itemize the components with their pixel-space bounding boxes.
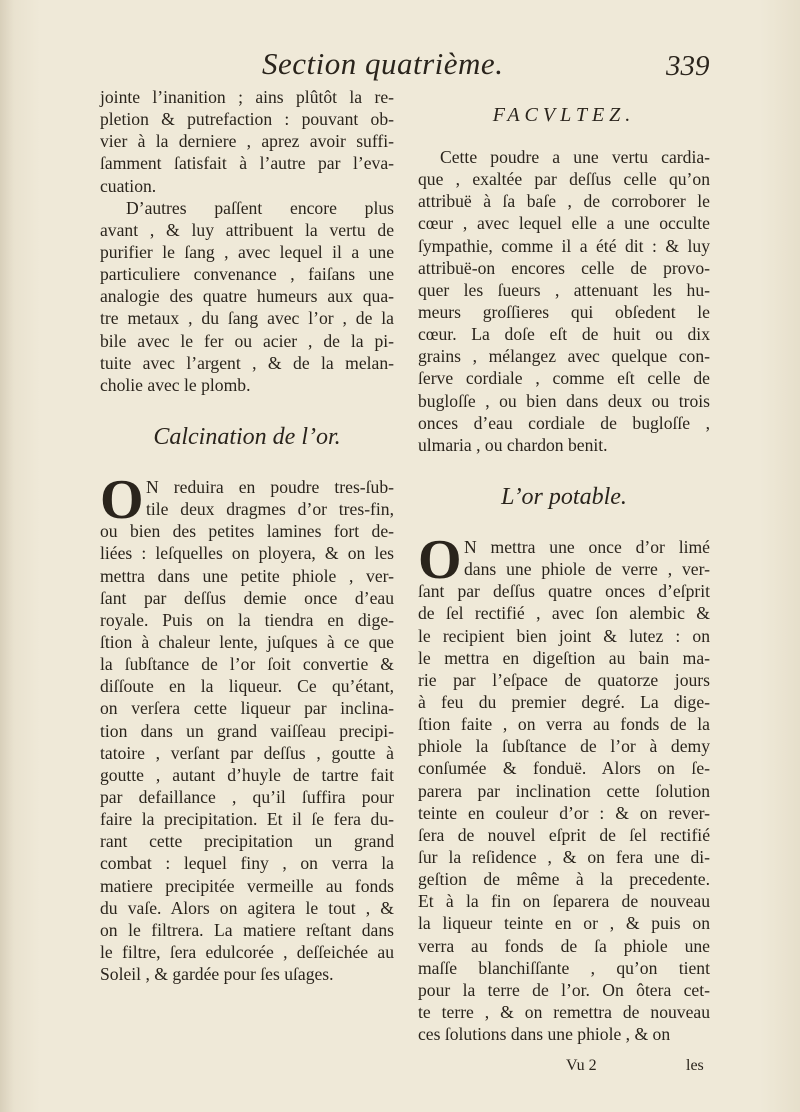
text-line: tion dans un grand vaiſſeau precipi-: [100, 720, 394, 741]
text-line: rant cette precipitation un grand: [100, 831, 394, 852]
text-line: attribuë à ſa baſe , de corroborer le: [418, 191, 710, 212]
text-line: N reduira en poudre tres-ſub-: [146, 476, 394, 497]
text-line: royale. Puis on la tiendra en dige-: [100, 609, 394, 630]
text-line: dans une phiole de verre , ver-: [464, 559, 710, 580]
text-line: à feu du premier degré. La dige-: [418, 691, 710, 712]
text-line: purifier le ſang , avec lequel il a une: [100, 241, 394, 262]
left-paragraph-1: [100, 86, 394, 197]
text-line: du vaſe. Alors on agitera le tout , &: [100, 897, 394, 918]
drop-cap: O: [418, 528, 462, 591]
signature-mark: Vu 2: [566, 1057, 597, 1074]
text-line: diſſoute en la liqueur. Ce qu’étant,: [100, 676, 394, 697]
text-line: Et à la fin on ſeparera de nouveau: [418, 891, 710, 912]
text-line: bile avec le fer ou acier , de la pi-: [100, 330, 394, 351]
left-paragraph-2: [100, 197, 394, 396]
text-line: analogie des quatre humeurs aux qua-: [100, 286, 394, 307]
text-line: ſamment ſatisfait à l’autre par l’eva-: [100, 153, 394, 174]
text-line: ſant par deſſus demie once d’eau: [100, 587, 394, 608]
text-line: pour la terre de l’or. On ôtera cet-: [418, 979, 710, 1000]
text-line: cuation.: [100, 175, 157, 196]
left-paragraph-3-lines: [100, 468, 394, 985]
text-line: que , exaltée par deſſus celle qu’on: [418, 169, 710, 190]
left-paragraph-3: [100, 468, 394, 985]
text-line: bugloſſe , ou bien dans deux ou trois: [418, 390, 710, 411]
section-heading-or-potable: L’or potable.: [501, 483, 627, 510]
section-heading-calcination: Calcination de l’or.: [153, 423, 341, 450]
text-line: ſerve cordiale , comme eſt celle de: [418, 368, 710, 389]
text-line: Cette poudre a une vertu cardia-: [440, 147, 710, 167]
section-heading-facultez: FACVLTEZ.: [492, 104, 636, 126]
text-line: jointe l’inanition ; ains plûtôt la re-: [100, 87, 394, 107]
text-line: meurs groſſieres qui obſedent le: [418, 301, 710, 322]
text-line: le mettra en digeſtion au bain ma-: [418, 647, 710, 668]
text-line: grains , mélangez avec quelque con-: [418, 346, 710, 367]
text-line: de ſel rectifié , avec ſon alembic &: [418, 603, 710, 624]
text-line: ulmaria , ou chardon benit.: [418, 434, 608, 455]
running-title: Section quatrième.: [262, 46, 504, 81]
text-line: particuliere convenance , faiſans une: [100, 264, 394, 285]
text-line: ſtion faite , on verra au fonds de la: [418, 714, 710, 735]
text-line: ſera de nouvel eſprit de ſel rectifié: [418, 824, 710, 845]
text-line: ou bien des petites lamines fort de-: [100, 521, 394, 542]
right-column: [418, 86, 710, 1045]
text-line: mettra dans une petite phiole , ver-: [100, 565, 394, 586]
text-line: le filtre, ſera edulcorée , deſſeichée au: [100, 941, 394, 962]
text-line: avant , & luy attribuent la vertu de: [100, 219, 394, 240]
running-head: [0, 40, 800, 90]
text-line: tre metaux , du ſang avec l’or , de la: [100, 308, 394, 329]
left-column: [100, 86, 394, 985]
text-line: parera par inclination cette ſolution: [418, 780, 710, 801]
page-number: 339: [666, 50, 710, 82]
text-line: ſant par deſſus quatre onces d’eſprit: [418, 581, 710, 602]
text-line: vier à la derniere , aprez avoir suffi-: [100, 131, 394, 152]
text-line: tuite avec l’argent , & de la melan-: [100, 352, 394, 373]
text-line: on verſera cette liqueur par inclina-: [100, 698, 394, 719]
text-line: pletion & putrefaction : pouvant ob-: [100, 109, 394, 130]
text-line: teinte en couleur d’or : & on rever-: [418, 802, 710, 823]
text-line: cholie avec le plomb.: [100, 374, 251, 395]
text-line: phiole la ſubſtance de l’or à demy: [418, 736, 710, 757]
text-line: liées : leſquelles on ployera, & on les: [100, 543, 394, 564]
text-line: verra au fonds de ſa phiole une: [418, 935, 710, 956]
catchword: les: [686, 1057, 704, 1074]
right-paragraph-1: [418, 146, 710, 456]
text-line: tile deux dragmes d’or tres-fin,: [146, 499, 394, 520]
text-line: N mettra une once d’or limé: [464, 536, 710, 557]
text-line: le recipient bien joint & lutez : on: [418, 625, 710, 646]
text-line: geſtion de même à la precedente.: [418, 869, 710, 890]
text-line: combat : lequel finy , on verra la: [100, 853, 394, 874]
text-line: ſtion à chaleur lente, juſques à ce que: [100, 631, 394, 652]
right-paragraph-2: [418, 528, 710, 1045]
text-line: ces ſolutions dans une phiole , & on: [418, 1024, 671, 1045]
text-line: rie par l’eſpace de quatorze jours: [418, 669, 710, 690]
text-line: D’autres paſſent encore plus: [126, 197, 394, 218]
text-line: maſſe blanchiſſante , qu’on tient: [418, 957, 710, 978]
text-line: la ſubſtance de l’or ſoit convertie &: [100, 654, 394, 675]
text-line: quer les ſueurs , attenuant les hu-: [418, 279, 710, 300]
text-line: attribuë-on encores celle de provo-: [418, 257, 710, 278]
text-line: ſur la reſidence , & on fera une di-: [418, 846, 710, 867]
text-line: goutte , autant d’huyle de tartre fait: [100, 764, 394, 785]
text-line: cœur. La doſe eſt de huit ou dix: [418, 324, 710, 345]
text-line: cœur , avec lequel elle a une occulte: [418, 213, 710, 234]
text-line: faire la precipitation. Et il ſe fera du-: [100, 809, 394, 830]
text-line: onces d’eau cordiale de bugloſſe ,: [418, 412, 710, 433]
text-line: on le filtrera. La matiere reſtant dans: [100, 919, 394, 940]
text-line: te terre , & on remettra de nouveau: [418, 1001, 710, 1022]
text-line: par defaillance , qu’il ſuffira pour: [100, 786, 394, 807]
text-line: ſympathie, comme il a été dit : & luy: [418, 235, 710, 256]
right-paragraph-2-lines: [418, 528, 710, 1045]
text-line: la liqueur teinte en or , & puis on: [418, 913, 710, 934]
text-line: conſumée & fonduë. Alors on ſe-: [418, 758, 710, 779]
text-line: tatoire , verſant par deſſus , goutte à: [100, 742, 394, 763]
drop-cap: O: [100, 468, 144, 531]
text-line: matiere precipitée vermeille au fonds: [100, 875, 394, 896]
text-line: Soleil , & gardée pour ſes uſages.: [100, 964, 334, 985]
